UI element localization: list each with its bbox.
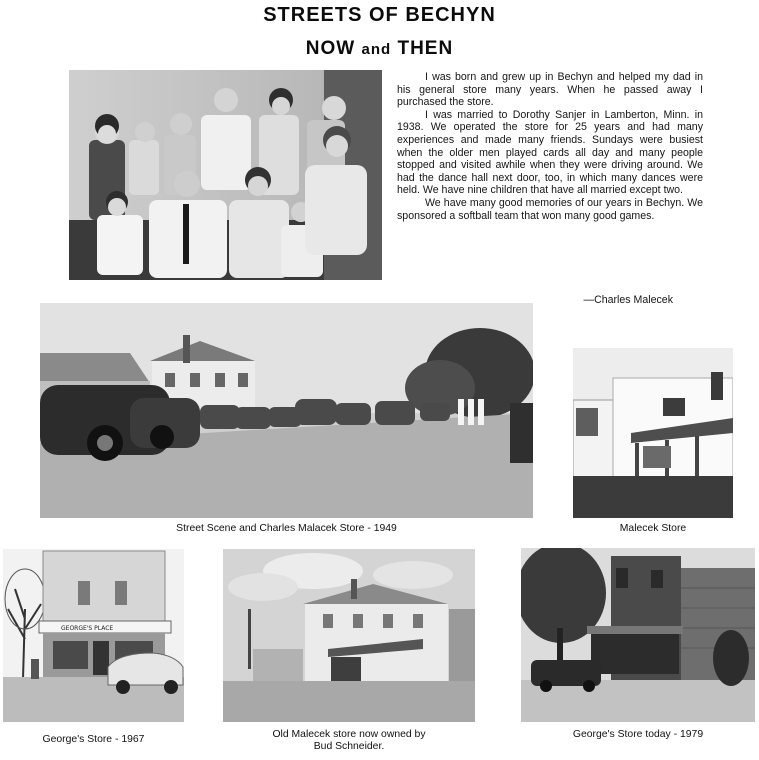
story-paragraph: I was born and grew up in Bechyn and helped my dad in his general store many years. When he passed away I purchased the store. [397, 71, 703, 109]
subtitle-then: THEN [391, 38, 454, 59]
family-photo [69, 70, 382, 280]
story-paragraph: We have many good memories of our years in Bechyn. We sponsored a softball team that won many good games. [397, 196, 703, 222]
caption-old-malecek-line1: Old Malecek store now owned by [272, 729, 426, 740]
caption-malecek-store: Malecek Store [619, 523, 687, 534]
caption-old-malecek-store [223, 729, 475, 753]
caption-old-malecek-line2: Bud Schneider. [313, 741, 385, 752]
story-paragraph: I was married to Dorothy Sanjer in Lamberton, Minn. in 1938. We operated the store for 25 years and had many experiences and made many friends. Sundays were busiest when the older men played cards all day and many people stopped and visited awhile when they were driving around. We had the dance hall next door, too, in which many dances were held. We have nine children that have all married except two. [397, 108, 703, 197]
georges-store-1979-photo [521, 548, 755, 722]
store-sign-text: GEORGE'S PLACE [61, 625, 114, 632]
page-title: STREETS OF BECHYN [263, 4, 496, 26]
malecek-store-photo [573, 348, 733, 518]
story-text [397, 71, 703, 222]
page-subtitle [0, 38, 759, 60]
georges-store-1967-photo [3, 549, 184, 722]
story-signature: —Charles Malecek [583, 294, 673, 306]
subtitle-and: and [361, 41, 392, 58]
caption-street-scene: Street Scene and Charles Malacek Store - 1949 [176, 523, 397, 534]
caption-georges-store-1967: George's Store - 1967 [42, 734, 145, 745]
old-malecek-store-photo [223, 549, 475, 722]
street-scene-photo [40, 303, 533, 518]
subtitle-now: NOW [305, 38, 362, 59]
caption-georges-store-1979: George's Store today - 1979 [572, 729, 704, 740]
